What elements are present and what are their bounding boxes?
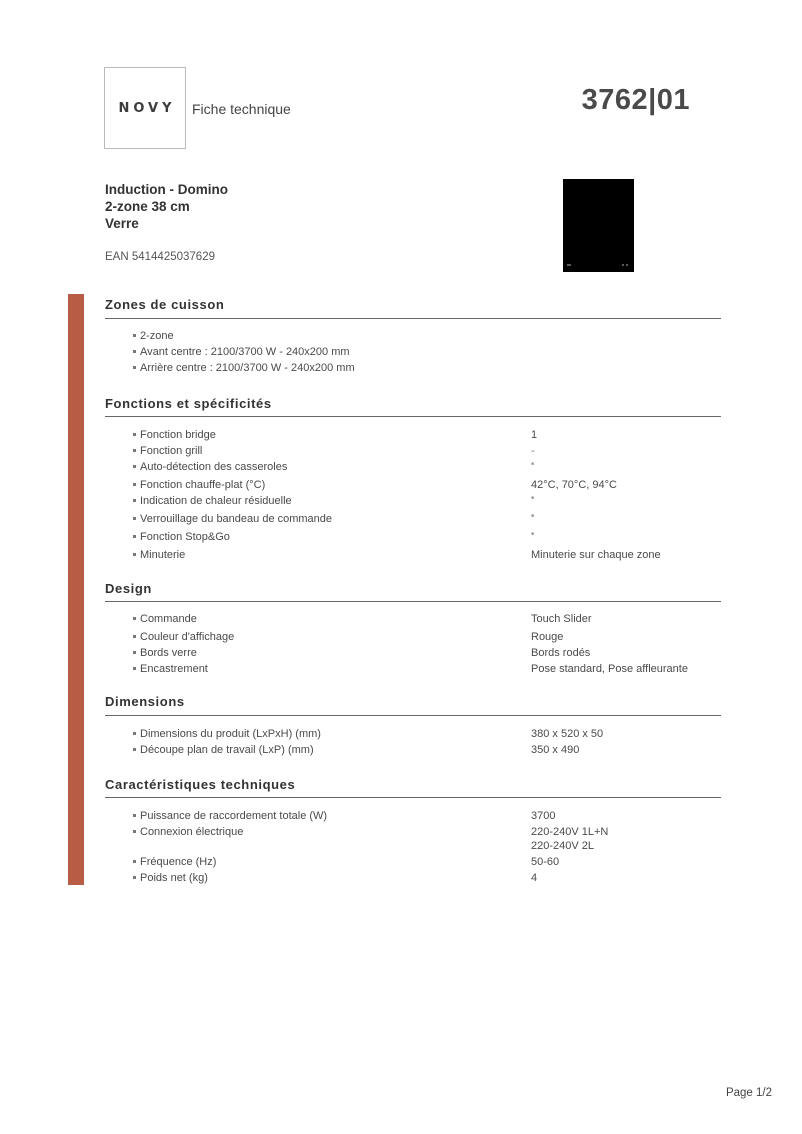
spec-label: Fonction chauffe-plat (°C) (133, 479, 265, 491)
spec-label: Bords verre (133, 647, 197, 659)
spec-value: 4 (531, 872, 538, 884)
spec-label: Dimensions du produit (LxPxH) (mm) (133, 728, 321, 740)
bullet-icon (133, 433, 136, 436)
bullet-icon (133, 635, 136, 638)
spec-label: Poids net (kg) (133, 872, 208, 884)
spec-value: Minuterie sur chaque zone (531, 549, 661, 561)
spec-label: Découpe plan de travail (LxP) (mm) (133, 744, 314, 756)
spec-label: Fréquence (Hz) (133, 856, 216, 868)
bullet-icon (133, 732, 136, 735)
spec-value: 1 (531, 429, 538, 441)
list-item: Arrière centre : 2100/3700 W - 240x200 mm (133, 362, 355, 374)
bullet-icon (133, 748, 136, 751)
control-mark (567, 264, 571, 266)
spec-label: Minuterie (133, 549, 185, 561)
accent-bar (68, 294, 84, 885)
list-item: Avant centre : 2100/3700 W - 240x200 mm (133, 346, 350, 358)
spec-label: Indication de chaleur résiduelle (133, 495, 292, 507)
product-reference: 3762|01 (581, 84, 690, 116)
section-title-dimensions: Dimensions (105, 694, 185, 709)
section-title-caracteristiques: Caractéristiques techniques (105, 777, 296, 792)
bullet-icon (133, 499, 136, 502)
control-mark (626, 264, 628, 266)
control-mark (622, 264, 624, 266)
product-title-line: Induction - Domino (105, 182, 228, 197)
bullet-icon (133, 830, 136, 833)
spec-value: 380 x 520 x 50 (531, 728, 604, 740)
spec-value: 220-240V 1L+N (531, 826, 609, 838)
bullet-icon (133, 465, 136, 468)
spec-label: Couleur d'affichage (133, 631, 234, 643)
ean-code: EAN 5414425037629 (105, 251, 215, 263)
bullet-icon (133, 483, 136, 486)
check-icon: ■ (531, 495, 535, 501)
spec-label: Encastrement (133, 663, 208, 675)
product-title (105, 181, 228, 232)
section-divider (105, 318, 721, 319)
bullet-icon (133, 860, 136, 863)
page-number: Page 1/2 (725, 1087, 772, 1099)
spec-label: Verrouillage du bandeau de commande (133, 513, 332, 525)
bullet-icon (133, 553, 136, 556)
spec-label: Fonction bridge (133, 429, 216, 441)
spec-value: - (531, 445, 535, 457)
product-title-line: 2-zone 38 cm (105, 199, 190, 214)
section-divider (105, 601, 721, 602)
section-divider (105, 416, 721, 417)
bullet-icon (133, 617, 136, 620)
spec-label: Puissance de raccordement totale (W) (133, 810, 327, 822)
bullet-icon (133, 350, 136, 353)
spec-value: 3700 (531, 810, 556, 822)
section-title-design: Design (105, 581, 152, 596)
bullet-icon (133, 366, 136, 369)
bullet-icon (133, 667, 136, 670)
list-item: 2-zone (133, 330, 174, 342)
product-title-line: Verre (105, 216, 139, 231)
bullet-icon (133, 535, 136, 538)
document-type-label: Fiche technique (192, 101, 291, 117)
product-image (563, 179, 634, 272)
section-title-zones: Zones de cuisson (105, 297, 225, 312)
spec-value: 42°C, 70°C, 94°C (531, 479, 617, 491)
spec-value: Touch Slider (531, 613, 592, 625)
check-icon: ■ (531, 531, 535, 537)
check-icon: ■ (531, 461, 535, 467)
bullet-icon (133, 651, 136, 654)
bullet-icon (133, 449, 136, 452)
spec-value: Pose standard, Pose affleurante (531, 663, 688, 675)
section-title-fonctions: Fonctions et spécificités (105, 396, 272, 411)
bullet-icon (133, 876, 136, 879)
spec-value: 350 x 490 (531, 744, 580, 756)
spec-value: 50-60 (531, 856, 560, 868)
spec-label: Auto-détection des casseroles (133, 461, 287, 473)
spec-label: Fonction grill (133, 445, 202, 457)
spec-value: Rouge (531, 631, 564, 643)
logo-box (104, 67, 186, 149)
spec-label: Commande (133, 613, 197, 625)
bullet-icon (133, 334, 136, 337)
bullet-icon (133, 814, 136, 817)
spec-value: Bords rodés (531, 647, 591, 659)
brand-logo: NOVY (118, 100, 176, 116)
spec-label: Connexion électrique (133, 826, 243, 838)
section-divider (105, 715, 721, 716)
spec-value: 220-240V 2L (531, 840, 594, 852)
section-divider (105, 797, 721, 798)
check-icon: ■ (531, 513, 535, 519)
spec-label: Fonction Stop&Go (133, 531, 230, 543)
bullet-icon (133, 517, 136, 520)
